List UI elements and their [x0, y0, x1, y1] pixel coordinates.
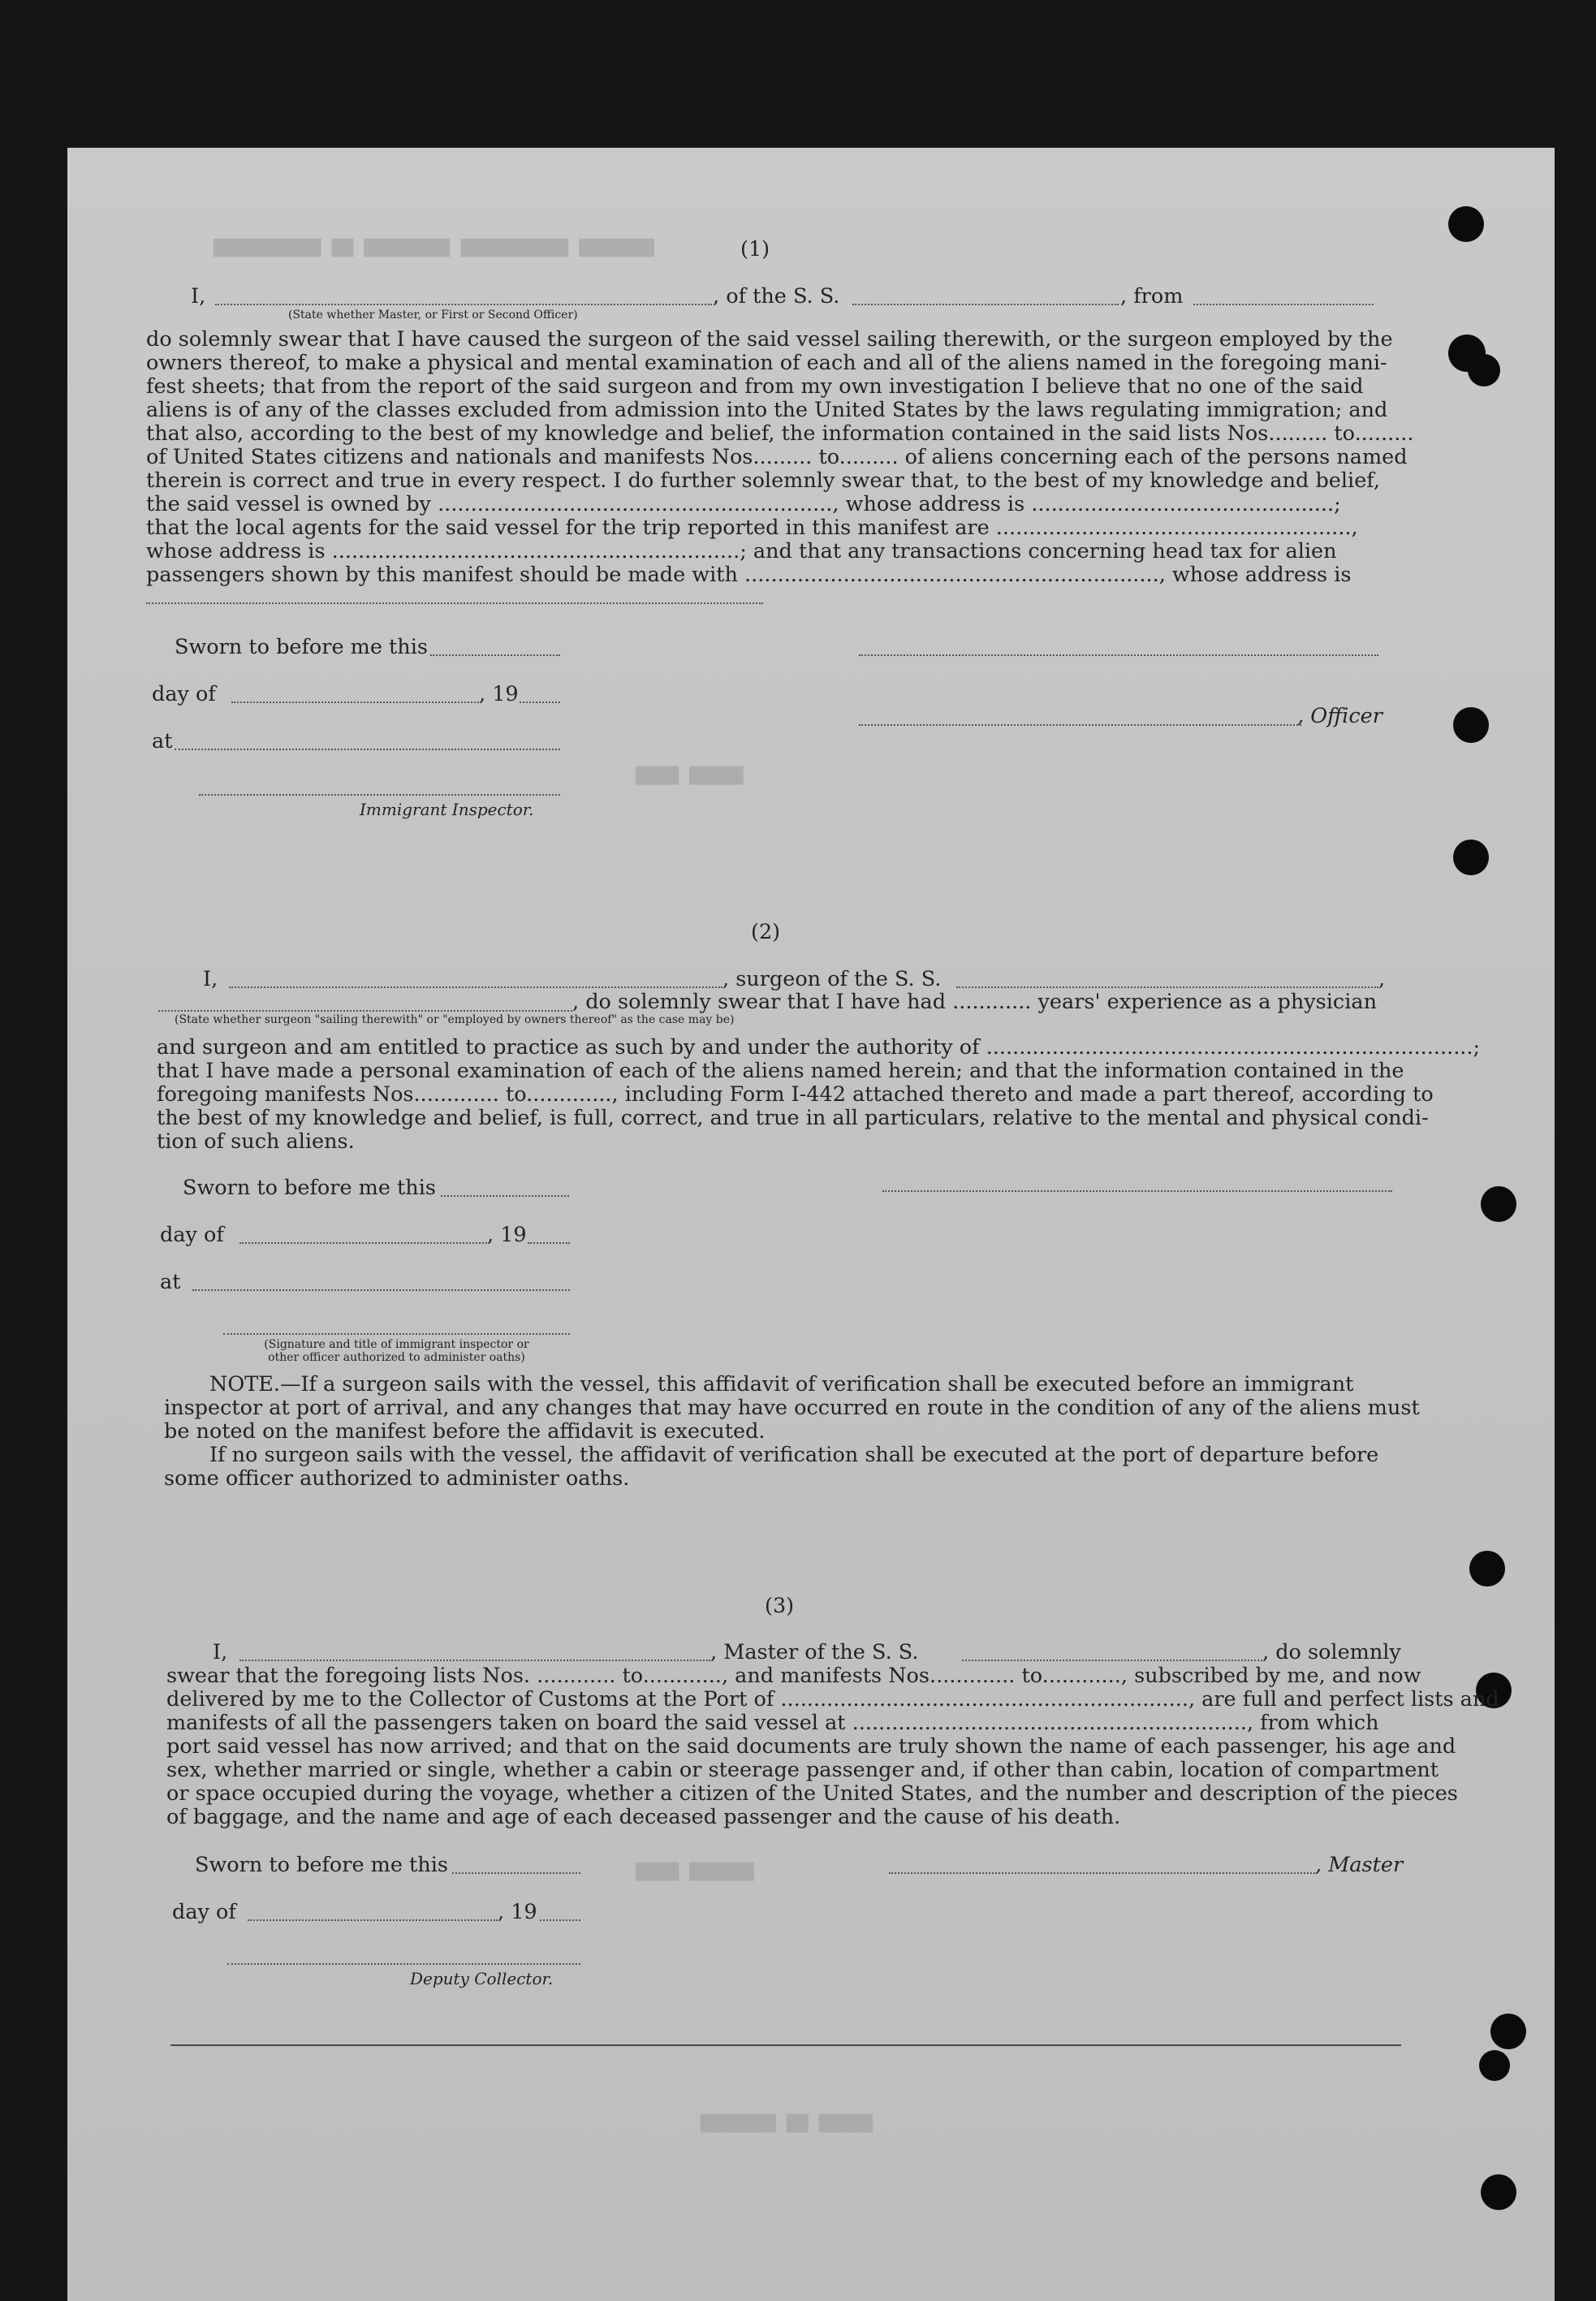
body-line: manifests of all the passengers taken on board the said vessel at ............................................................, from which	[166, 1711, 1379, 1735]
day-of-label: day of	[172, 1900, 236, 1924]
deputy-collector-label: Deputy Collector.	[410, 1969, 554, 1988]
fill-in-line	[889, 1872, 1315, 1874]
bleed-through-text: ▇▇▇▇▇▇▇▇▇▇ ▇▇ ▇▇▇▇▇▇▇▇ ▇▇▇▇▇▇▇▇▇▇ ▇▇▇▇▇▇▇	[214, 237, 655, 257]
fill-in-line	[248, 1919, 498, 1921]
fill-in-line	[528, 1242, 570, 1244]
signature-caption: (Signature and title of immigrant inspector or	[264, 1338, 529, 1351]
fill-in-line	[239, 1242, 487, 1244]
binder-hole	[1481, 1186, 1516, 1222]
section-number: (2)	[751, 920, 781, 944]
fill-in-line	[962, 1660, 1262, 1661]
text-comma: ,	[1378, 967, 1386, 991]
text-do-solemnly: , do solemnly swear that I have had ............ years' experience as a physician	[572, 990, 1377, 1014]
at-label: at	[152, 729, 173, 753]
sworn-label: Sworn to before me this	[195, 1853, 448, 1877]
body-line: and surgeon and am entitled to practice as such by and under the authority of ..........................................................................;	[157, 1035, 1481, 1060]
binder-hole	[1469, 1551, 1505, 1587]
fill-in-line	[215, 304, 712, 305]
binder-hole	[1453, 707, 1489, 743]
section-number: (3)	[765, 1594, 795, 1618]
binder-hole	[1453, 840, 1489, 875]
fill-in-line	[452, 1872, 580, 1874]
text-do-solemnly: , do solemnly	[1262, 1640, 1401, 1664]
day-of-label: day of	[152, 682, 216, 706]
note-line: NOTE.—If a surgeon sails with the vessel, this affidavit of verification shall be executed before an immigrant	[209, 1372, 1354, 1397]
body-line: do solemnly swear that I have caused the surgeon of the said vessel sailing therewith, or the surgeon employed by the	[146, 327, 1393, 352]
fill-in-line	[430, 654, 560, 656]
binder-hole	[1490, 2014, 1526, 2049]
binder-hole	[1448, 206, 1484, 242]
fill-in-line	[852, 304, 1119, 305]
body-line: whose address is ..............................................................; and that any transactions concerning head tax for alien	[146, 539, 1337, 563]
fill-in-line	[146, 602, 763, 604]
body-line: therein is correct and true in every respect. I do further solemnly swear that, to the best of my knowledge and belief,	[146, 468, 1380, 493]
year-label: , 19	[479, 682, 519, 706]
fill-in-line	[859, 724, 1301, 726]
day-of-label: day of	[160, 1223, 224, 1247]
body-line: the said vessel is owned by ............................................................, whose address is ..............................................;	[146, 492, 1341, 516]
bleed-through-text: ▇▇▇▇ ▇▇▇▇▇	[636, 765, 744, 785]
fill-in-line	[956, 986, 1378, 988]
fill-in-line	[520, 702, 560, 703]
fill-in-line	[441, 1195, 569, 1197]
bottom-rule	[170, 2044, 1401, 2046]
signature-line	[199, 794, 560, 796]
caption-master: (State whether Master, or First or Second Officer)	[288, 309, 578, 322]
body-line: the best of my knowledge and belief, is full, correct, and true in all particulars, relative to the mental and physical condi-	[157, 1106, 1429, 1130]
text-i: I,	[203, 967, 218, 991]
body-line: delivered by me to the Collector of Customs at the Port of .............................................................., are full and perfect lists and	[166, 1687, 1499, 1712]
text-from: , from	[1120, 284, 1184, 309]
bleed-through-text: ▇▇▇▇▇▇▇ ▇▇ ▇▇▇▇▇	[701, 2113, 873, 2133]
fill-in-line	[882, 1190, 1392, 1192]
year-label: , 19	[487, 1223, 527, 1247]
fill-in-line	[859, 654, 1378, 656]
fill-in-line	[239, 1660, 710, 1661]
text-master-of-ss: , Master of the S. S.	[710, 1640, 919, 1664]
section-number: (1)	[740, 237, 770, 261]
body-line: owners thereof, to make a physical and mental examination of each and all of the aliens named in the foregoing mani-	[146, 351, 1387, 375]
note-line: inspector at port of arrival, and any changes that may have occurred en route in the condition of any of the aliens must	[164, 1396, 1420, 1420]
fill-in-line	[540, 1919, 580, 1921]
body-line: tion of such aliens.	[157, 1129, 355, 1154]
body-line: that I have made a personal examination of each of the aliens named herein; and that the information contained in the	[157, 1059, 1404, 1083]
fill-in-line	[231, 702, 479, 703]
master-label: , Master	[1315, 1853, 1404, 1877]
note-line: If no surgeon sails with the vessel, the affidavit of verification shall be executed at the port of departure before	[209, 1443, 1379, 1467]
fill-in-line	[158, 1010, 572, 1012]
at-label: at	[160, 1270, 181, 1294]
text-i: I,	[213, 1640, 228, 1664]
body-line: foregoing manifests Nos............. to............., including Form I-442 attached thereto and made a part thereof, according to	[157, 1082, 1434, 1107]
body-line: swear that the foregoing lists Nos. ............ to............, and manifests Nos............. to............, subscribed by me, and now	[166, 1664, 1421, 1688]
text-i: I,	[191, 284, 206, 309]
body-line: of baggage, and the name and age of each deceased passenger and the cause of his death.	[166, 1805, 1121, 1829]
note-line: be noted on the manifest before the affidavit is executed.	[164, 1419, 766, 1444]
body-line: passengers shown by this manifest should be made with ..............................................................., whose address is	[146, 563, 1352, 587]
fill-in-line	[1193, 304, 1374, 305]
body-line: or space occupied during the voyage, whether a citizen of the United States, and the number and description of the pieces	[166, 1781, 1458, 1806]
binder-hole	[1479, 2050, 1510, 2081]
officer-label: , Officer	[1297, 704, 1382, 728]
year-label: , 19	[498, 1900, 537, 1924]
signature-line	[227, 1963, 580, 1965]
note-line: some officer authorized to administer oaths.	[164, 1466, 630, 1491]
body-line: aliens is of any of the classes excluded from admission into the United States by the laws regulating immigration; and	[146, 398, 1388, 422]
binder-hole	[1481, 2174, 1516, 2210]
body-line: fest sheets; that from the report of the said surgeon and from my own investigation I believe that no one of the said	[146, 374, 1364, 399]
body-line: that the local agents for the said vessel for the trip reported in this manifest are ......................................................,	[146, 516, 1358, 540]
binder-hole	[1468, 354, 1500, 386]
body-line: sex, whether married or single, whether a cabin or steerage passenger and, if other than cabin, location of compartment	[166, 1758, 1439, 1782]
sworn-label: Sworn to before me this	[175, 635, 428, 659]
sworn-label: Sworn to before me this	[183, 1176, 436, 1200]
body-line: port said vessel has now arrived; and that on the said documents are truly shown the name of each passenger, his age and	[166, 1734, 1456, 1759]
fill-in-line	[229, 986, 723, 988]
signature-caption: other officer authorized to administer oaths)	[268, 1351, 525, 1364]
fill-in-line	[192, 1289, 570, 1291]
text-of-ss: , of the S. S.	[713, 284, 840, 309]
caption-surgeon: (State whether surgeon "sailing therewith" or "employed by owners thereof" as the case may be)	[175, 1013, 735, 1026]
body-line: of United States citizens and nationals and manifests Nos......... to......... of aliens concerning each of the persons named	[146, 445, 1408, 469]
signature-line	[223, 1333, 570, 1335]
bleed-through-text: ▇▇▇▇ ▇▇▇▇▇▇	[636, 1861, 754, 1881]
fill-in-line	[175, 749, 560, 750]
immigrant-inspector-label: Immigrant Inspector.	[360, 800, 534, 819]
text-surgeon-of-ss: , surgeon of the S. S.	[723, 967, 942, 991]
body-line: that also, according to the best of my knowledge and belief, the information contained in the said lists Nos......... to.........	[146, 421, 1414, 446]
